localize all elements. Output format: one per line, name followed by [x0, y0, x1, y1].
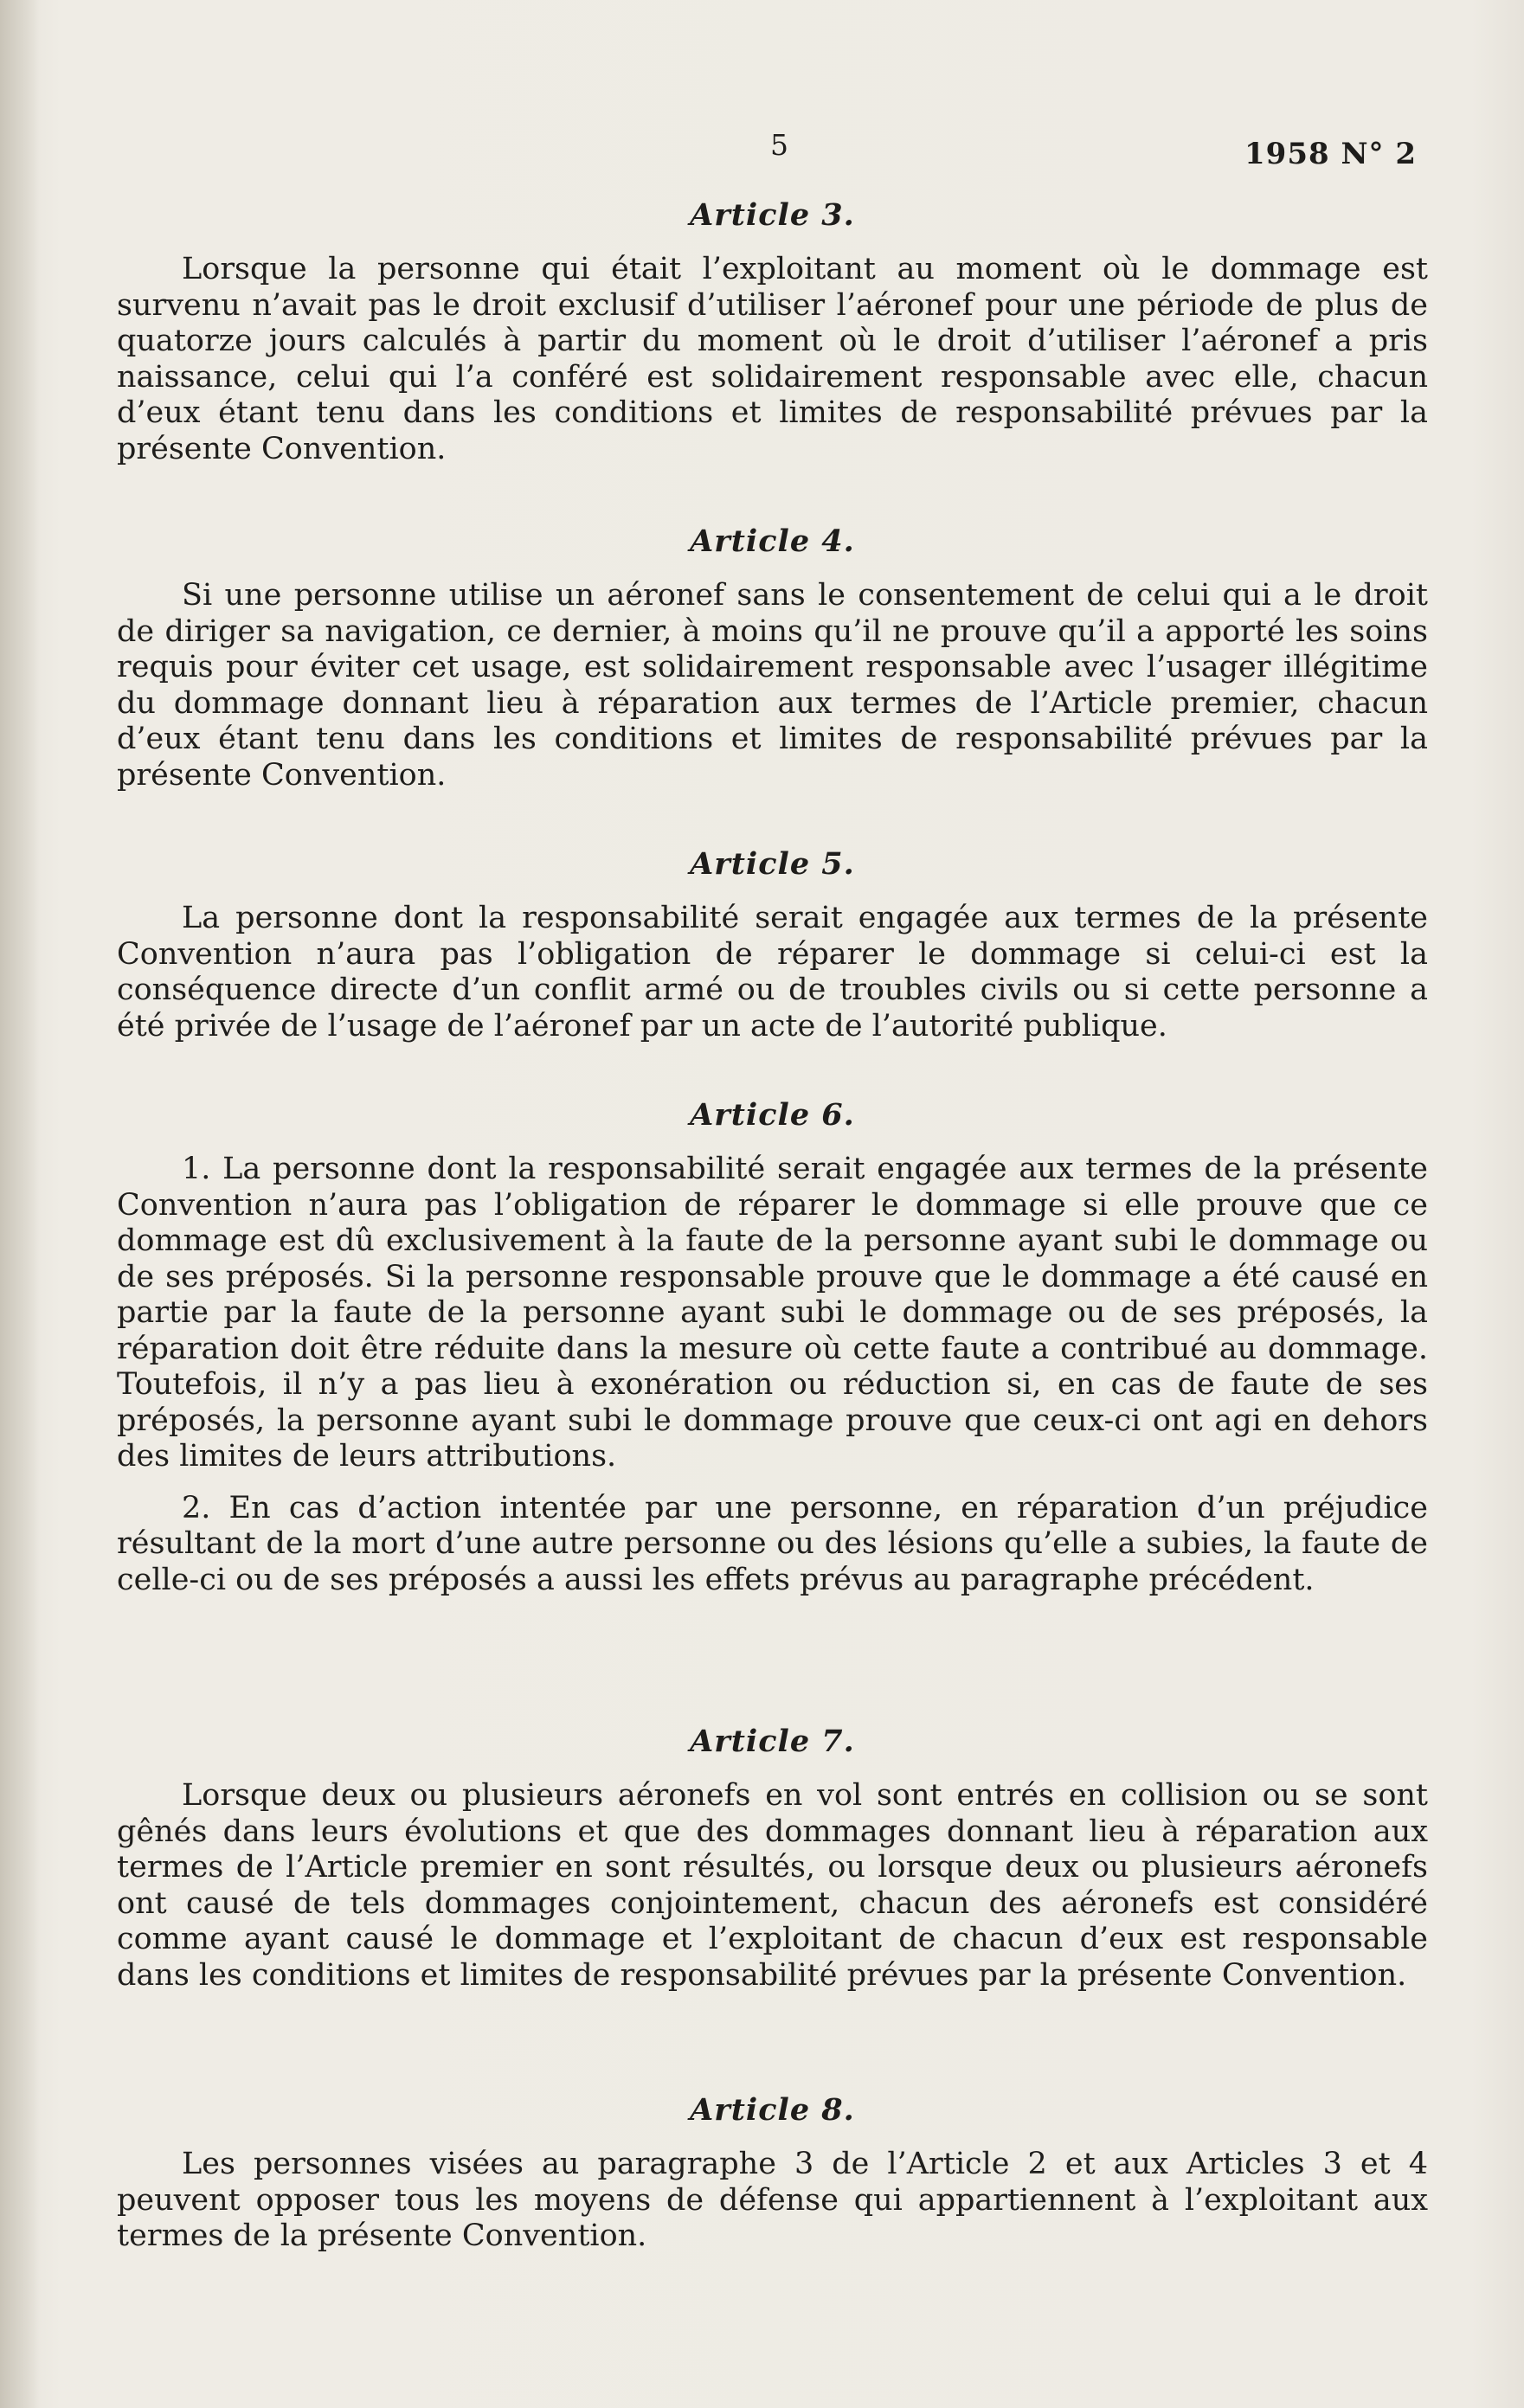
article-8	[117, 2092, 1428, 2270]
page-binding-shadow	[0, 0, 40, 2408]
article-3	[117, 197, 1428, 483]
article-paragraph: Lorsque deux ou plusieurs aéronefs en vol sont entrés en collision ou se sont gênés dans leurs évolutions et que des dommages donnant lieu à réparation aux termes de l’Article premier en sont résultés, ou lorsque deux ou plusieurs aéronefs ont causé de tels dommages conjointement, chacun des aéronefs est considéré comme ayant causé le dommage et l’exploitant de chacun d’eux est responsable dans les conditions et limites de responsabilité prévues par la présente Convention.	[117, 1778, 1428, 1993]
article-paragraph: Les personnes visées au paragraphe 3 de l’Article 2 et aux Articles 3 et 4 peuvent opposer tous les moyens de défense qui appartiennent à l’exploitant aux termes de la présente Convention.	[117, 2147, 1428, 2253]
page-number: 5	[770, 128, 788, 162]
article-title: Article 5.	[690, 846, 855, 882]
article-7	[117, 1724, 1428, 2009]
article-paragraph: La personne dont la responsabilité serait engagée aux termes de la présente Convention n’aura pas l’obligation de réparer le dommage si celui-ci est la conséquence directe d’un conflit armé ou de troubles civils ou si cette personne a été privée de l’usage de l’aéronef par un acte de l’autorité publique.	[117, 901, 1428, 1043]
article-paragraph: 1. La personne dont la responsabilité serait engagée aux termes de la présente Convention n’aura pas l’obligation de réparer le dommage si elle prouve que ce dommage est dû exclusivement à la faute de la personne ayant subi le dommage ou de ses préposés. Si la personne responsable prouve que le dommage a été causé en partie par la faute de la personne ayant subi le dommage ou de ses préposés, la réparation doit être réduite dans la mesure où cette faute a contribué au dommage. Toutefois, il n’y a pas lieu à exonération ou réduction si, en cas de faute de ses préposés, la personne ayant subi le dommage prouve que ceux-ci ont agi en dehors des limites de leurs attributions.	[117, 1152, 1428, 1474]
article-6	[117, 1097, 1428, 1614]
article-5	[117, 846, 1428, 1060]
document-reference: 1958 N° 2	[1244, 137, 1418, 171]
article-title: Article 8.	[690, 2092, 855, 2128]
article-title: Article 6.	[690, 1097, 855, 1133]
article-title: Article 3.	[690, 197, 855, 233]
article-title: Article 4.	[690, 523, 855, 559]
article-paragraph: 2. En cas d’action intentée par une personne, en réparation d’un préjudice résultant de la mort d’une autre personne ou des lésions qu’elle a subies, la faute de celle-ci ou de ses préposés a aussi les effets prévus au paragraphe précédent.	[117, 1490, 1428, 1597]
article-paragraph: Lorsque la personne qui était l’exploitant au moment où le dommage est survenu n’avait pas le droit exclusif d’utiliser l’aéronef pour une période de plus de quatorze jours calculés à partir du moment où le droit d’utiliser l’aéronef a pris naissance, celui qui l’a conféré est solidairement responsable avec elle, chacun d’eux étant tenu dans les conditions et limites de responsabilité prévues par la présente Convention.	[117, 252, 1428, 466]
article-paragraph: Si une personne utilise un aéronef sans le consentement de celui qui a le droit de diriger sa navigation, ce dernier, à moins qu’il ne prouve qu’il a apporté les soins requis pour éviter cet usage, est solidairement responsable avec l’usager illégitime du dommage donnant lieu à réparation aux termes de l’Article premier, chacun d’eux étant tenu dans les conditions et limites de responsabilité prévues par la présente Convention.	[117, 578, 1428, 793]
article-4	[117, 523, 1428, 809]
article-title: Article 7.	[690, 1724, 855, 1759]
